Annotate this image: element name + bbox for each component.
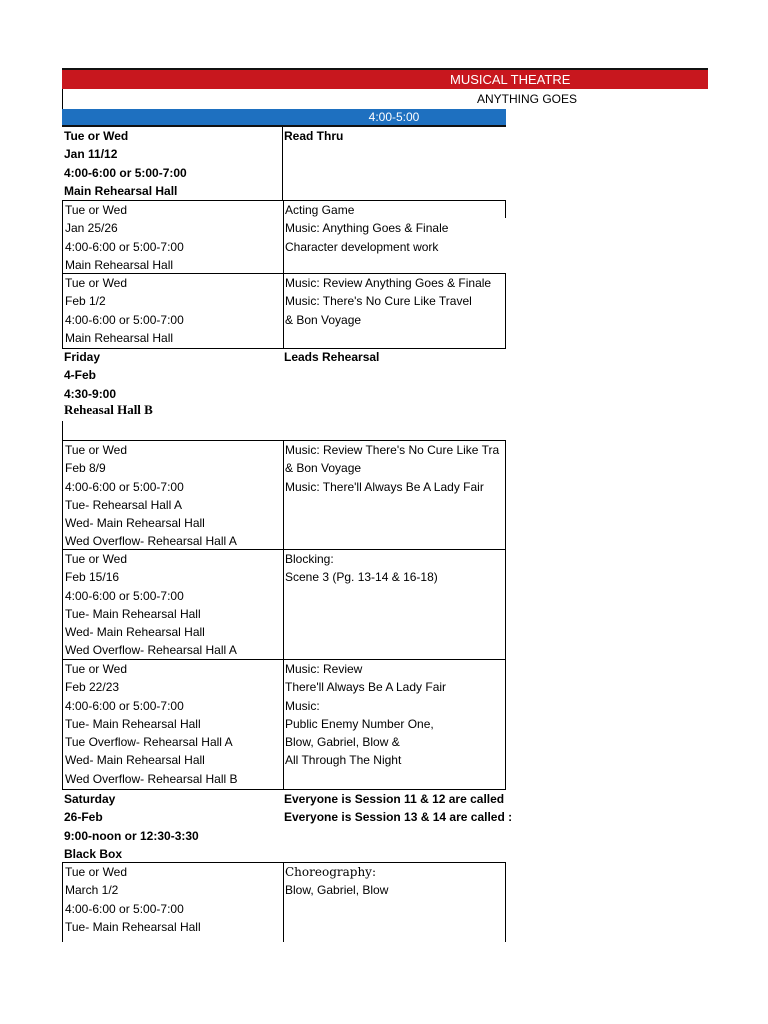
schedule-row xyxy=(62,659,506,790)
location-label: Main Rehearsal Hall xyxy=(65,257,174,272)
activity-label: Blocking: xyxy=(285,552,334,566)
activity-info xyxy=(285,550,505,587)
date-label: Feb 22/23 xyxy=(65,680,120,695)
day-label: Tue or Wed xyxy=(65,865,128,879)
activity-label: Music: There's No Cure Like Travel xyxy=(285,294,472,309)
column-divider xyxy=(283,441,284,549)
activity-label: & Bon Voyage xyxy=(285,461,362,476)
activity-label: Music: Review Anything Goes & Finale xyxy=(285,276,492,290)
time-label: 4:00-6:00 or 5:00-7:00 xyxy=(64,165,187,180)
location-label: Main Rehearsal Hall xyxy=(64,183,178,198)
activity-label: Choreography: xyxy=(285,865,377,879)
column-divider xyxy=(283,863,284,942)
location-label: Reheasal Hall B xyxy=(64,402,153,417)
activity-label: Scene 3 (Pg. 13-14 & 16-18) xyxy=(285,570,438,585)
activity-label: Music: Anything Goes & Finale xyxy=(285,221,449,236)
date-label: Jan 11/12 xyxy=(64,147,118,162)
schedule-row xyxy=(62,440,506,550)
activity-info xyxy=(284,127,504,145)
location-label: Tue- Rehearsal Hall A xyxy=(65,497,182,512)
activity-label: Music: xyxy=(285,698,320,713)
activity-label: Acting Game xyxy=(285,203,355,217)
location-label: Tue- Main Rehearsal Hall xyxy=(65,716,201,731)
show-title: ANYTHING GOES xyxy=(477,92,578,106)
schedule-row xyxy=(62,790,513,863)
time-label: 4:00-6:00 or 5:00-7:00 xyxy=(65,698,184,713)
activity-label: Everyone is Session 13 & 14 are called : xyxy=(284,810,513,825)
activity-label: Read Thru xyxy=(284,129,344,143)
day-label: Tue or Wed xyxy=(64,129,129,143)
day-label: Tue or Wed xyxy=(65,443,128,457)
time-label: 4:00-6:00 or 5:00-7:00 xyxy=(65,239,184,254)
date-label: Feb 8/9 xyxy=(65,461,106,476)
activity-info xyxy=(285,274,505,329)
activity-label: Character development work xyxy=(285,239,439,254)
activity-info xyxy=(285,863,505,900)
schedule-row xyxy=(62,549,506,660)
activity-info xyxy=(285,441,505,496)
column-divider xyxy=(283,274,284,348)
activity-info xyxy=(285,201,505,256)
location-label: Wed Overflow- Rehearsal Hall B xyxy=(65,771,238,786)
subtitle-row xyxy=(62,89,578,109)
activity-info xyxy=(284,790,513,827)
column-divider xyxy=(283,550,284,659)
time-label: 4:30-9:00 xyxy=(64,386,117,401)
location-label: Wed- Main Rehearsal Hall xyxy=(65,516,205,531)
activity-label: Music: Review There's No Cure Like Tra xyxy=(285,443,500,457)
title-bar xyxy=(62,68,708,89)
schedule-info xyxy=(64,127,282,200)
day-label: Tue or Wed xyxy=(65,662,128,676)
schedule-row xyxy=(62,348,506,404)
location-label: Wed- Main Rehearsal Hall xyxy=(65,753,205,768)
date-label: Jan 25/26 xyxy=(65,221,118,236)
date-label: 4-Feb xyxy=(64,368,97,383)
schedule-row xyxy=(62,200,506,274)
location-label: Tue- Main Rehearsal Hall xyxy=(65,919,201,934)
date-label: Feb 1/2 xyxy=(65,294,106,309)
location-label: Black Box xyxy=(64,846,123,861)
vertical-divider xyxy=(282,127,283,201)
activity-info xyxy=(285,660,505,770)
day-label: Saturday xyxy=(64,792,116,806)
schedule-info xyxy=(64,348,282,403)
schedule-row xyxy=(62,273,506,349)
day-label: Tue or Wed xyxy=(65,552,128,566)
activity-label: Leads Rehearsal xyxy=(284,350,380,364)
schedule-info xyxy=(65,274,283,347)
activity-label: Music: Review xyxy=(285,662,363,676)
schedule-info xyxy=(65,201,283,274)
time-label: 4:00-6:00 or 5:00-7:00 xyxy=(65,901,184,916)
time-slot-bar xyxy=(62,109,506,127)
date-label: 26-Feb xyxy=(64,810,103,825)
blank-cell-border xyxy=(62,421,63,440)
date-label: March 1/2 xyxy=(65,883,119,898)
activity-label: Public Enemy Number One, xyxy=(285,716,434,731)
day-label: Tue or Wed xyxy=(65,276,128,290)
location-label: Tue Overflow- Rehearsal Hall A xyxy=(65,735,233,750)
activity-label: Everyone is Session 11 & 12 are called xyxy=(284,792,505,806)
location-label: Tue- Main Rehearsal Hall xyxy=(65,606,201,621)
activity-label: There'll Always Be A Lady Fair xyxy=(285,680,447,695)
time-label: 4:00-6:00 or 5:00-7:00 xyxy=(65,479,184,494)
schedule-info xyxy=(65,863,283,936)
schedule-info xyxy=(65,441,283,551)
schedule-row xyxy=(62,862,506,942)
time-slot-header: 4:00-5:00 xyxy=(368,110,420,124)
schedule-info xyxy=(65,660,283,788)
activity-label: All Through The Night xyxy=(285,753,402,768)
column-divider xyxy=(283,660,284,789)
activity-label: Blow, Gabriel, Blow & xyxy=(285,735,400,750)
cell-border xyxy=(505,200,506,218)
day-label: Tue or Wed xyxy=(65,203,128,217)
activity-info xyxy=(284,348,504,366)
time-label: 4:00-6:00 or 5:00-7:00 xyxy=(65,588,184,603)
activity-label: Music: There'll Always Be A Lady Fair xyxy=(285,479,484,494)
date-label: Feb 15/16 xyxy=(65,570,120,585)
column-divider xyxy=(283,201,284,273)
schedule-info xyxy=(65,550,283,660)
page-title: MUSICAL THEATRE xyxy=(450,72,571,87)
location-label: Wed Overflow- Rehearsal Hall A xyxy=(65,534,237,549)
time-label: 4:00-6:00 or 5:00-7:00 xyxy=(65,312,184,327)
schedule-info xyxy=(64,790,282,863)
location-label: Wed Overflow- Rehearsal Hall A xyxy=(65,643,237,658)
schedule-row xyxy=(62,127,506,201)
time-label: 9:00-noon or 12:30-3:30 xyxy=(64,828,199,843)
location-label: Main Rehearsal Hall xyxy=(65,330,174,345)
activity-label: & Bon Voyage xyxy=(285,312,362,327)
location-label: Wed- Main Rehearsal Hall xyxy=(65,625,205,640)
activity-label: Blow, Gabriel, Blow xyxy=(285,883,389,898)
day-label: Friday xyxy=(64,350,101,364)
